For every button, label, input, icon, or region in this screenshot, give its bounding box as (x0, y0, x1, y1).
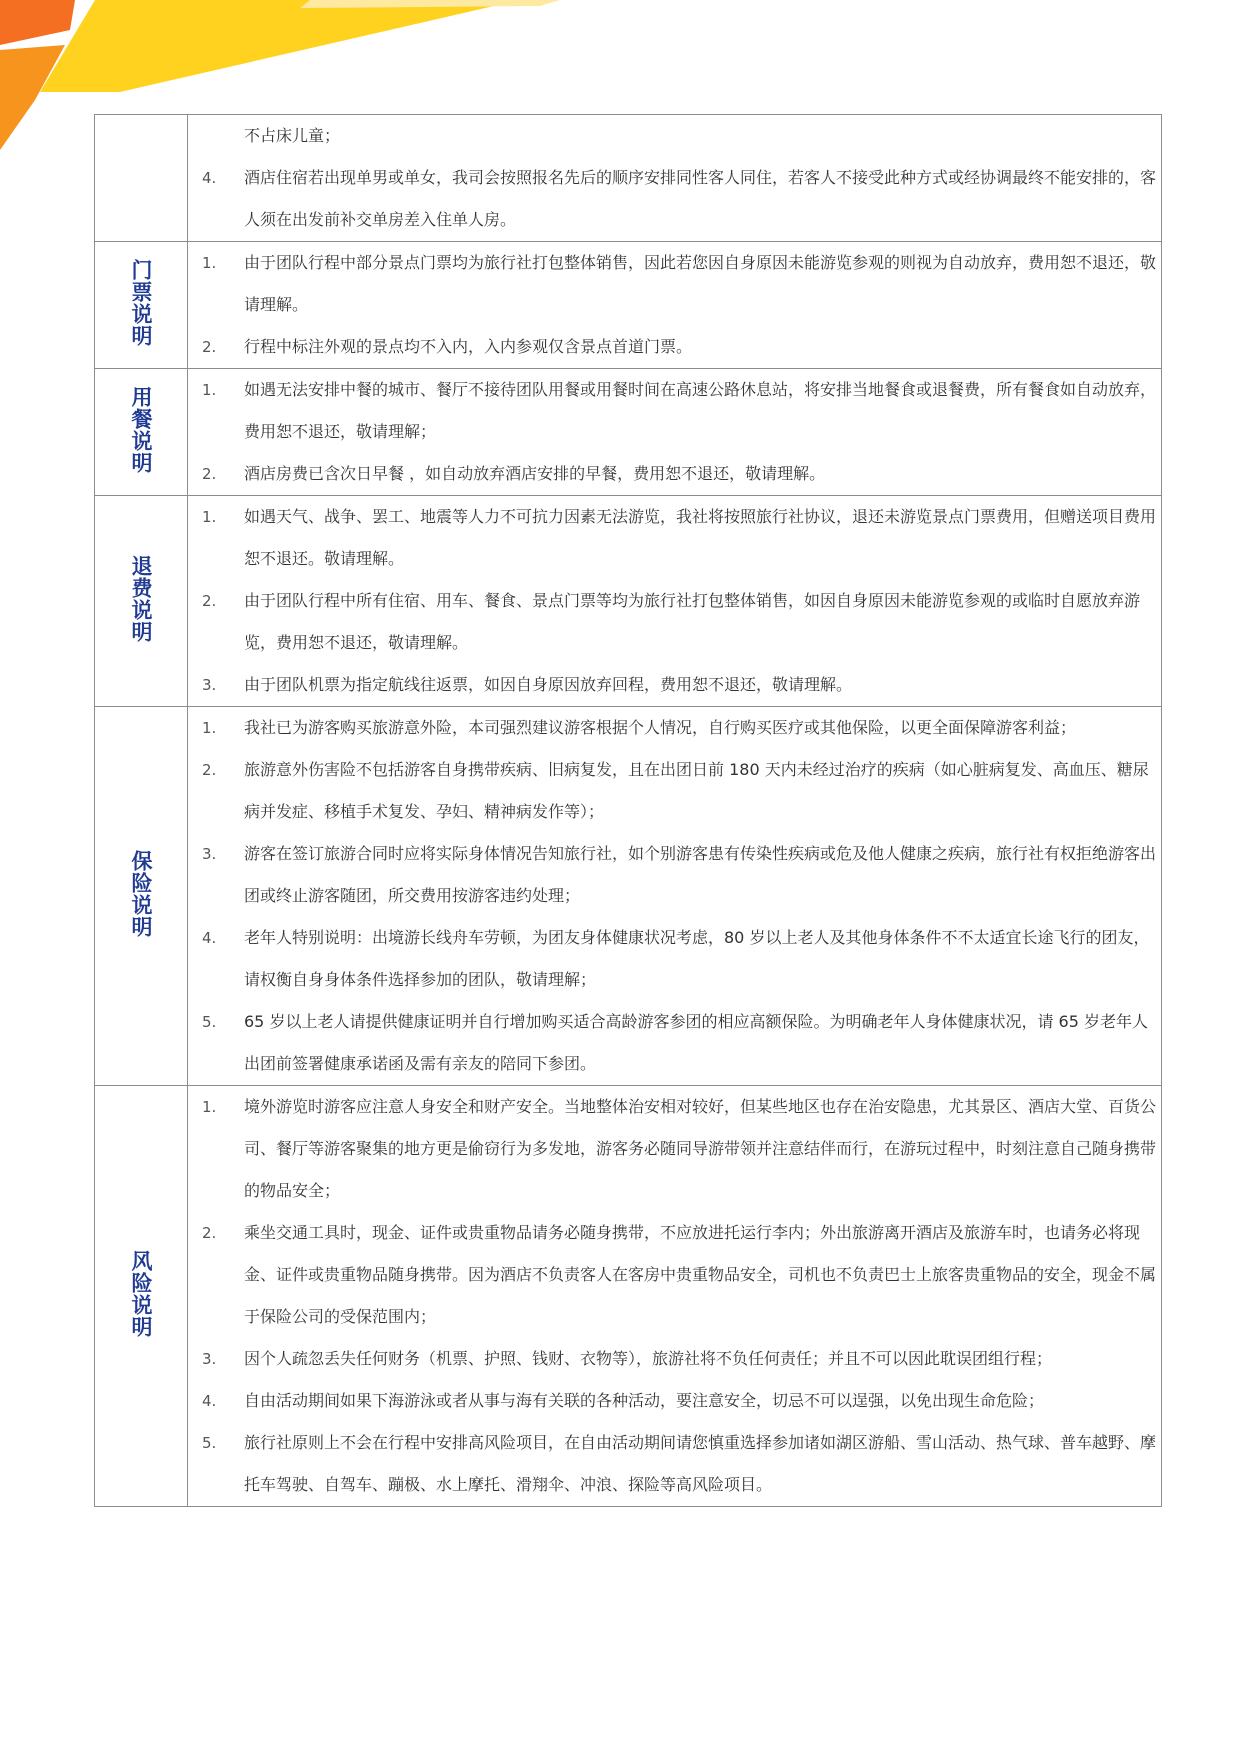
list-item-number: 1. (202, 254, 217, 272)
list-item-text: 行程中标注外观的景点均不入内，入内参观仅含景点首道门票。 (244, 337, 693, 356)
list-item-number: 1. (202, 508, 217, 526)
list-item (188, 1001, 1161, 1085)
list-item (188, 749, 1161, 833)
list-item-number: 1. (202, 381, 217, 399)
list-item (188, 1086, 1161, 1212)
list-item-number: 4. (202, 929, 217, 947)
section-row (95, 242, 1162, 369)
section-label-cell (95, 115, 188, 242)
terms-table (94, 114, 1162, 1507)
list-item-text: 游客在签订旅游合同时应将实际身体情况告知旅行社，如个别游客患有传染性疾病或危及他人健康之疾病，旅行社有权拒绝游客出团或终止游客随团，所交费用按游客违约处理； (244, 844, 1157, 905)
section-content-cell (188, 242, 1162, 369)
list-item (188, 917, 1161, 1001)
list-item-text: 由于团队行程中部分景点门票均为旅行社打包整体销售，因此若您因自身原因未能游览参观的则视为自动放弃，费用恕不退还，敬请理解。 (244, 253, 1157, 314)
terms-table-body (95, 115, 1162, 1507)
list-item-text: 由于团队行程中所有住宿、用车、餐食、景点门票等均为旅行社打包整体销售，如因自身原因未能游览参观的或临时自愿放弃游览，费用恕不退还，敬请理解。 (244, 591, 1141, 652)
list-item (188, 580, 1161, 664)
section-label-cell (95, 707, 188, 1086)
section-label: 保险说明 (129, 850, 153, 938)
list-item (188, 833, 1161, 917)
decoration-orange-shape (0, 0, 75, 45)
list-item-text: 我社已为游客购买旅游意外险，本司强烈建议游客根据个人情况，自行购买医疗或其他保险，以更全面保障游客利益； (244, 718, 1077, 737)
list-item-number: 1. (202, 1098, 217, 1116)
list-item-number: 3. (202, 676, 217, 694)
list-item-text: 如遇天气、战争、罢工、地震等人力不可抗力因素无法游览，我社将按照旅行社协议，退还未游览景点门票费用，但赠送项目费用恕不退还。敬请理解。 (244, 507, 1157, 568)
list-item (188, 242, 1161, 326)
list-item-number: 4. (202, 1392, 217, 1410)
list-item-text: 酒店住宿若出现单男或单女，我司会按照报名先后的顺序安排同性客人同住，若客人不接受此种方式或经协调最终不能安排的，客人须在出发前补交单房差入住单人房。 (244, 168, 1157, 229)
list-item (188, 326, 1161, 368)
decoration-orange-wedge (0, 45, 65, 150)
list-item-number: 2. (202, 592, 217, 610)
list-item-text: 乘坐交通工具时，现金、证件或贵重物品请务必随身携带，不应放进托运行李内；外出旅游离开酒店及旅游车时，也请务必将现金、证件或贵重物品随身携带。因为酒店不负责客人在客房中贵重物品安全，司机也不负责巴士上旅客贵重物品的安全，现金不属于保险公司的受保范围内； (244, 1223, 1157, 1326)
list-item-text: 不占床儿童； (244, 126, 341, 145)
list-item-text: 65 岁以上老人请提供健康证明并自行增加购买适合高龄游客参团的相应高额保险。为明确老年人身体健康状况，请 65 岁老年人出团前签署健康承诺函及需有亲友的陪同下参团。 (244, 1012, 1148, 1073)
list-item-number: 4. (202, 169, 217, 187)
section-label-cell (95, 1086, 188, 1507)
list-item (188, 664, 1161, 706)
section-row (95, 496, 1162, 707)
section-row (95, 1086, 1162, 1507)
list-item (188, 1422, 1161, 1506)
section-row (95, 369, 1162, 496)
section-row (95, 115, 1162, 242)
list-item (188, 1338, 1161, 1380)
section-label-cell (95, 369, 188, 496)
list-item (188, 707, 1161, 749)
list-item-text: 老年人特别说明：出境游长线舟车劳顿，为团友身体健康状况考虑，80 岁以上老人及其他身体条件不不太适宜长途飞行的团友，请权衡自身身体条件选择参加的团队，敬请理解； (244, 928, 1150, 989)
list-item-number: 2. (202, 465, 217, 483)
list-item-text: 自由活动期间如果下海游泳或者从事与海有关联的各种活动，要注意安全，切忌不可以逞强，以免出现生命危险； (244, 1391, 1045, 1410)
list-item (188, 496, 1161, 580)
list-item-number: 5. (202, 1013, 217, 1031)
list-item-text: 因个人疏忽丢失任何财务（机票、护照、钱财、衣物等），旅游社将不负任何责任；并且不可以因此耽误团组行程； (244, 1349, 1053, 1368)
list-item-number (188, 115, 244, 157)
section-row (95, 707, 1162, 1086)
section-content-cell (188, 496, 1162, 707)
list-item (188, 115, 1161, 157)
list-item-number: 2. (202, 761, 217, 779)
section-content-cell (188, 707, 1162, 1086)
decoration-light-stripe (300, 0, 560, 8)
list-item-number: 3. (202, 845, 217, 863)
section-label: 退费说明 (129, 555, 153, 643)
section-label-cell (95, 242, 188, 369)
section-label: 用餐说明 (129, 386, 153, 474)
decoration-yellow-stripe (40, 0, 520, 92)
section-label-cell (95, 496, 188, 707)
list-item (188, 157, 1161, 241)
list-item-text: 由于团队机票为指定航线往返票，如因自身原因放弃回程，费用恕不退还，敬请理解。 (244, 675, 853, 694)
list-item-number: 5. (202, 1434, 217, 1452)
section-content-cell (188, 115, 1162, 242)
section-content-cell (188, 369, 1162, 496)
list-item-number: 1. (202, 719, 217, 737)
list-item-text: 旅行社原则上不会在行程中安排高风险项目，在自由活动期间请您慎重选择参加诸如湖区游船、雪山活动、热气球、普车越野、摩托车驾驶、自驾车、蹦极、水上摩托、滑翔伞、冲浪、探险等高风险项目。 (244, 1433, 1157, 1494)
list-item-text: 旅游意外伤害险不包括游客自身携带疾病、旧病复发，且在出团日前 180 天内未经过治疗的疾病（如心脏病复发、高血压、糖尿病并发症、移植手术复发、孕妇、精神病发作等）； (244, 760, 1149, 821)
section-content-cell (188, 1086, 1162, 1507)
list-item-text: 境外游览时游客应注意人身安全和财产安全。当地整体治安相对较好，但某些地区也存在治安隐患，尤其景区、酒店大堂、百货公司、餐厅等游客聚集的地方更是偷窃行为多发地，游客务必随同导游带领并注意结伴而行，在游玩过程中，时刻注意自己随身携带的物品安全； (244, 1097, 1157, 1200)
list-item-text: 酒店房费已含次日早餐 ，如自动放弃酒店安排的早餐，费用恕不退还，敬请理解。 (244, 464, 826, 483)
list-item-text: 如遇无法安排中餐的城市、餐厅不接待团队用餐或用餐时间在高速公路休息站，将安排当地餐食或退餐费，所有餐食如自动放弃，费用恕不退还，敬请理解； (244, 380, 1157, 441)
list-item-number: 2. (202, 338, 217, 356)
list-item-number: 2. (202, 1224, 217, 1242)
section-label: 风险说明 (129, 1250, 153, 1338)
list-item-number: 3. (202, 1350, 217, 1368)
list-item (188, 369, 1161, 453)
list-item (188, 1212, 1161, 1338)
section-label: 门票说明 (129, 259, 153, 347)
list-item (188, 1380, 1161, 1422)
list-item (188, 453, 1161, 495)
